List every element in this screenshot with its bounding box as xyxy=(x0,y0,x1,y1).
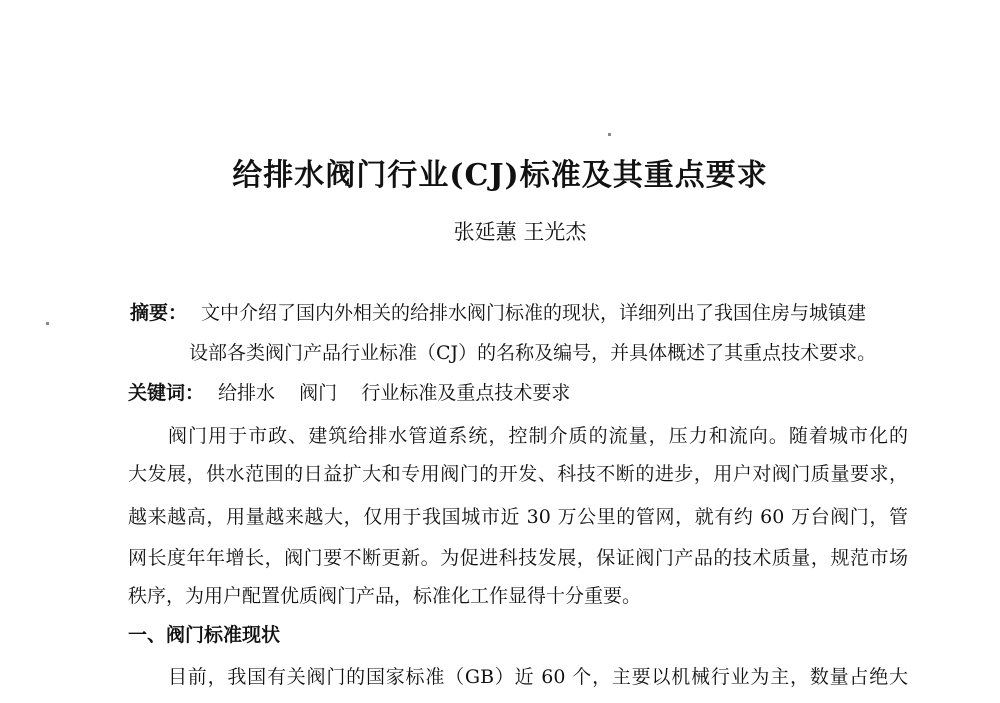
abstract-text-1: 文中介绍了国内外相关的给排水阀门标准的现状，详细列出了我国住房与城镇建 xyxy=(201,302,867,324)
scan-speck xyxy=(46,322,49,325)
keywords-line xyxy=(128,381,570,405)
intro-line-1: 阀门用于市政、建筑给排水管道系统，控制介质的流量，压力和流向。随着城市化的 xyxy=(168,425,908,447)
intro-line-4: 网长度年年增长，阀门要不断更新。为促进科技发展，保证阀门产品的技术质量，规范市场 xyxy=(128,547,908,569)
intro-line-3: 越来越高，用量越来越大，仅用于我国城市近 30 万公里的管网，就有约 60 万台阀门，管 xyxy=(128,506,908,528)
scan-speck xyxy=(608,133,611,136)
paper-authors: 张延蕙 王光杰 xyxy=(453,220,587,244)
intro-line-5: 秩序，为用户配置优质阀门产品，标准化工作显得十分重要。 xyxy=(128,585,642,607)
keywords-text: 给排水 阀门 行业标准及重点技术要求 xyxy=(218,382,571,404)
section-line-1: 目前，我国有关阀门的国家标准（GB）近 60 个，主要以机械行业为主，数量占绝大 xyxy=(168,666,908,688)
abstract-line-1 xyxy=(130,301,866,325)
section-heading: 一、阀门标准现状 xyxy=(128,624,281,646)
paper-title: 给排水阀门行业(CJ)标准及其重点要求 xyxy=(232,158,768,193)
abstract-label: 摘要： xyxy=(130,302,188,324)
intro-line-2: 大发展，供水范围的日益扩大和专用阀门的开发、科技不断的进步，用户对阀门质量要求， xyxy=(128,463,908,485)
keywords-label: 关键词： xyxy=(128,382,205,404)
abstract-line-2: 设部各类阀门产品行业标准（CJ）的名称及编号，并具体概述了其重点技术要求。 xyxy=(189,342,877,364)
